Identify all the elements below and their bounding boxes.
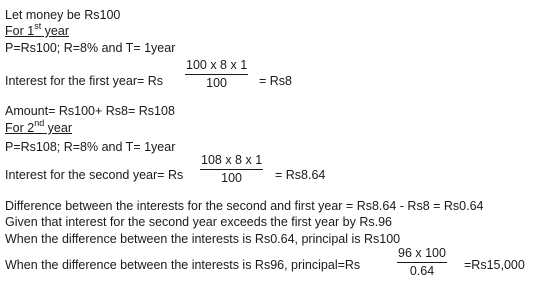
text-line-money: Let money be Rs100 — [5, 8, 121, 22]
heading-first-year-sup: st — [34, 20, 42, 31]
interest-first-denominator: 100 — [206, 76, 227, 90]
interest-second-denominator: 100 — [221, 171, 242, 185]
text-line-difference: Difference between the interests for the second and first year = Rs8.64 - Rs8 = Rs0.64 — [5, 199, 484, 213]
heading-second-year — [5, 117, 72, 136]
interest-second-numerator: 108 x 8 x 1 — [201, 153, 263, 167]
text-line-amount: Amount= Rs100+ Rs8= Rs108 — [5, 104, 175, 118]
final-result: =Rs15,000 — [464, 258, 525, 272]
final-label: When the difference between the interests is Rs96, principal=Rs — [5, 258, 361, 272]
final-numerator: 96 x 100 — [398, 246, 446, 260]
text-line-principal-100: When the difference between the interests is Rs0.64, principal is Rs100 — [5, 232, 401, 246]
heading-first-year — [5, 20, 69, 39]
text-line-params-2: P=Rs108; R=8% and T= 1year — [5, 140, 176, 154]
interest-second-label: Interest for the second year= Rs — [5, 168, 184, 182]
heading-second-year-suffix: year — [44, 121, 72, 135]
heading-first-year-suffix: year — [41, 24, 69, 38]
final-fraction — [397, 246, 447, 279]
interest-first-label: Interest for the first year= Rs — [5, 74, 164, 88]
final-denominator: 0.64 — [409, 264, 435, 278]
text-line-given: Given that interest for the second year exceeds the first year by Rs.96 — [5, 215, 392, 229]
interest-second-result: = Rs8.64 — [275, 168, 326, 182]
heading-second-year-sup: nd — [34, 117, 45, 128]
interest-second-fraction — [200, 153, 263, 186]
heading-second-year-prefix: For 2 — [5, 121, 35, 135]
text-line-params-1: P=Rs100; R=8% and T= 1year — [5, 41, 176, 55]
interest-first-fraction — [185, 58, 248, 91]
interest-first-result: = Rs8 — [259, 74, 293, 88]
heading-first-year-prefix: For 1 — [5, 24, 35, 38]
interest-first-numerator: 100 x 8 x 1 — [186, 58, 248, 72]
